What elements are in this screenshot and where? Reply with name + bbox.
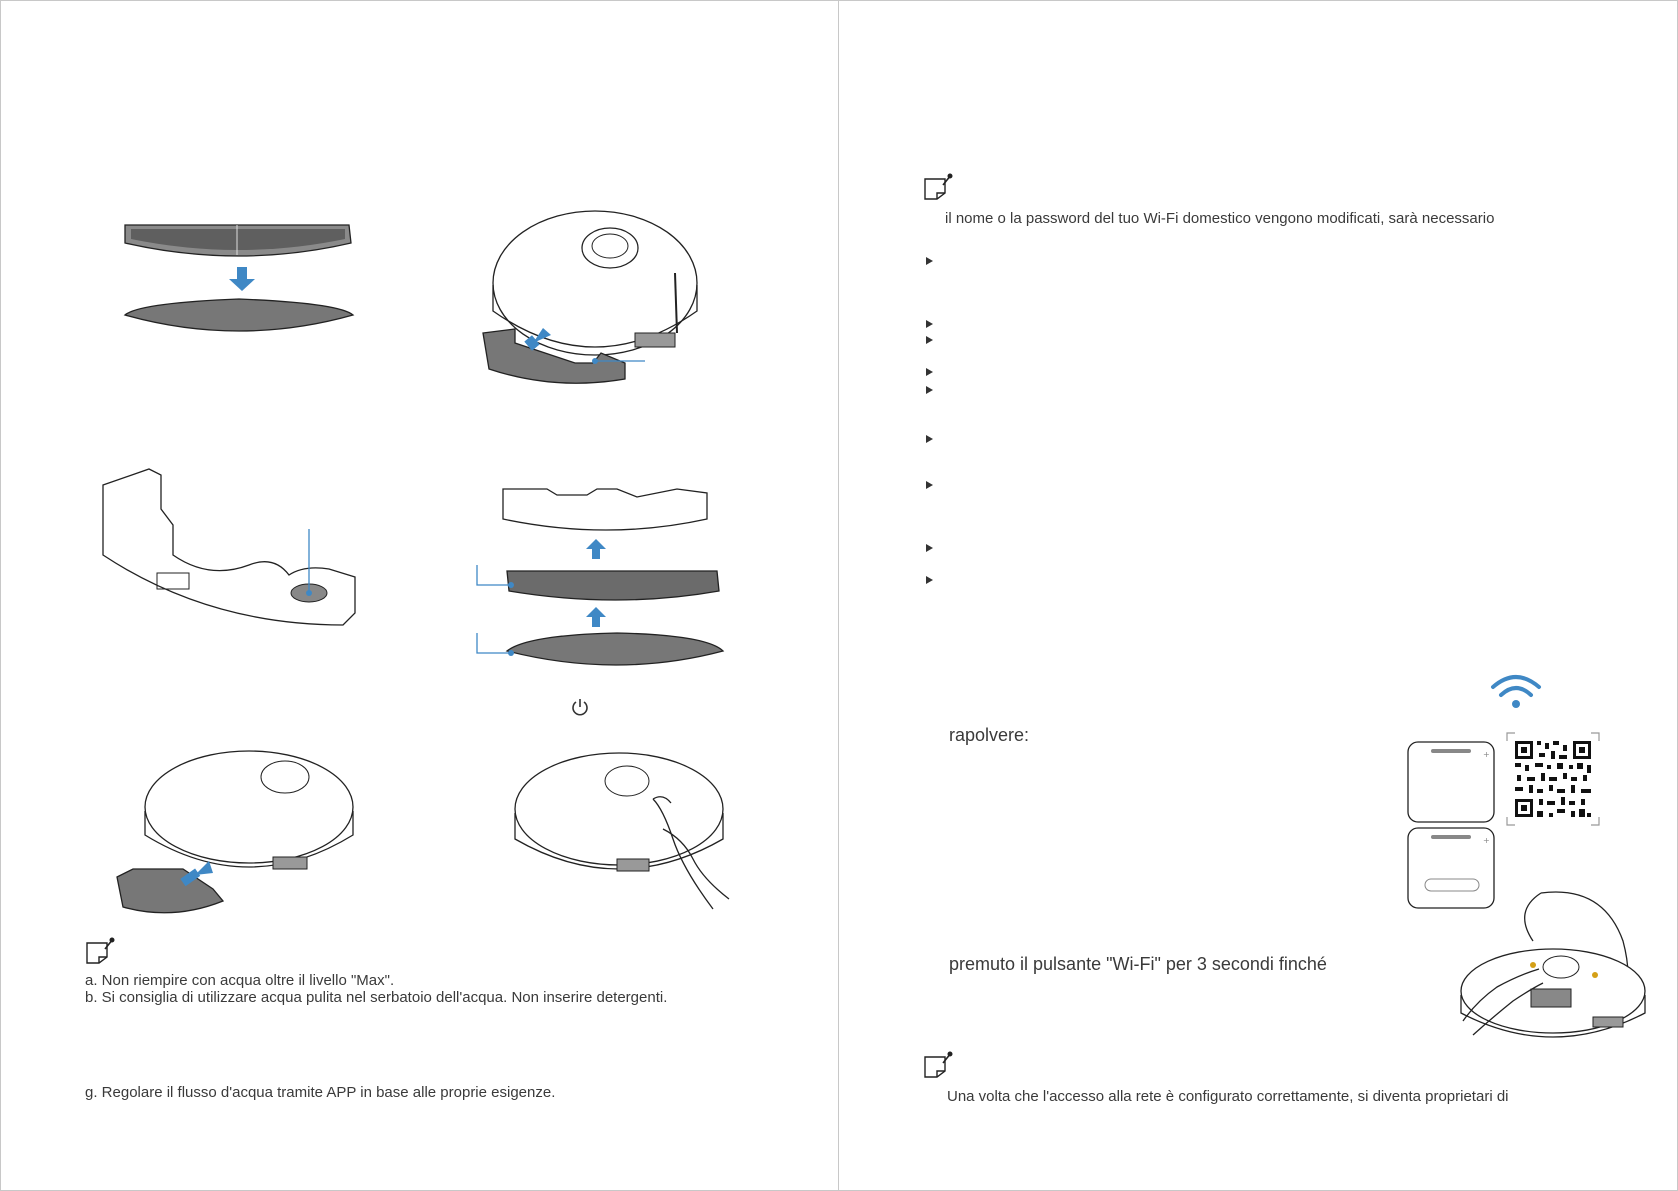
note-icon-top xyxy=(923,173,955,201)
note-line-a: a. Non riempire con acqua oltre il livello "Max". xyxy=(85,972,395,989)
bullet-icon xyxy=(925,319,935,329)
note-bottom-text: Una volta che l'accesso alla rete è configurato correttamente, si diventa proprietari di xyxy=(947,1088,1509,1105)
right-page xyxy=(838,0,1678,1191)
bullet-icon xyxy=(925,256,935,266)
illustration-insert-tank xyxy=(113,749,363,919)
bullet-icon xyxy=(925,335,935,345)
app-text: rapolvere: xyxy=(949,725,1030,745)
note-icon xyxy=(85,937,117,965)
note-top-text: il nome o la password del tuo Wi-Fi domestico vengono modificati, sarà necessario xyxy=(945,210,1495,227)
svg-text:+: + xyxy=(1483,836,1490,845)
step-g-text: g. Regolare il flusso d'acqua tramite APP in base alle proprie esigenze. xyxy=(85,1084,556,1101)
bullet-icon xyxy=(925,385,935,395)
bullet-icon xyxy=(925,367,935,377)
svg-text:+: + xyxy=(1483,750,1490,759)
bullet-icon xyxy=(925,434,935,444)
illustration-exploded-view xyxy=(467,481,727,681)
note-icon-bottom xyxy=(923,1051,955,1079)
power-icon xyxy=(571,698,589,716)
phone-card-illustration xyxy=(1407,741,1497,823)
wifi-press-text: premuto il pulsante "Wi-Fi" per 3 secondi finché xyxy=(949,954,1327,974)
illustration-robot-tank-install xyxy=(475,203,735,413)
illustration-mop-attach xyxy=(119,219,359,339)
note-line-b: b. Si consiglia di utilizzare acqua pulita nel serbatoio dell'acqua. Non inserire detergenti. xyxy=(85,989,668,1006)
bullet-icon xyxy=(925,480,935,490)
wifi-icon xyxy=(1491,673,1541,711)
illustration-wifi-button-press xyxy=(1443,891,1653,1051)
bullet-icon xyxy=(925,575,935,585)
illustration-press-power xyxy=(513,749,743,919)
qr-code xyxy=(1505,731,1601,827)
bullet-icon xyxy=(925,543,935,553)
illustration-water-tank xyxy=(99,465,369,635)
